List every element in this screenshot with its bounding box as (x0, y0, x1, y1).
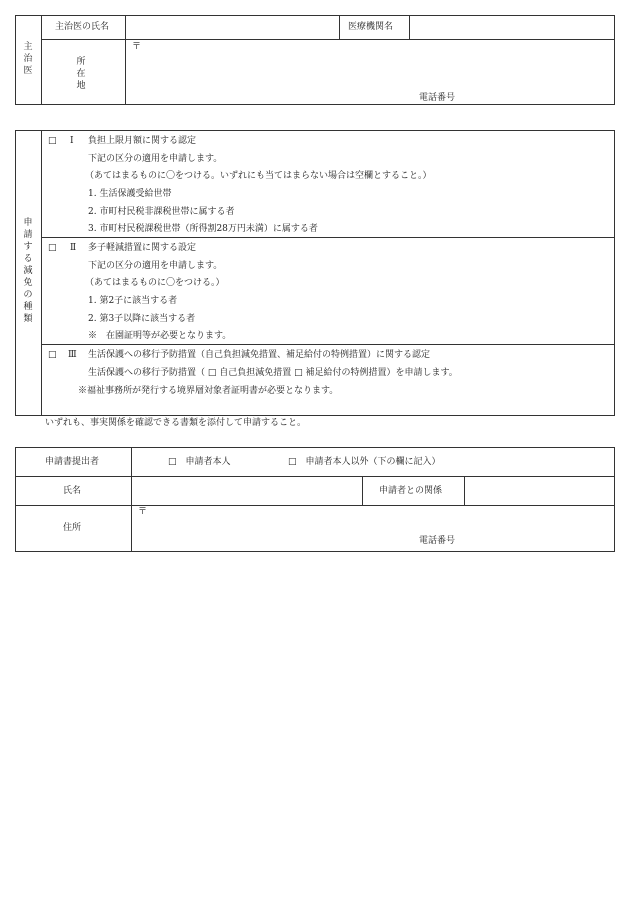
doctor-address-label: 所 在 地 (76, 57, 86, 91)
submitter-table-divider (15, 476, 615, 477)
submitter-label: 申請書提出者 (45, 457, 100, 467)
doctor-table-divider (41, 39, 615, 40)
submitter-table-divider (131, 447, 132, 552)
reduction-table-divider (41, 344, 615, 345)
submitter-address-label: 住所 (63, 523, 82, 533)
reduction-table-divider (41, 130, 42, 416)
doctor-phone-label: 電話番号 (419, 93, 456, 103)
submitter-table-divider (464, 476, 465, 505)
section2-numeral: Ⅱ (70, 243, 77, 253)
doctor-table-divider (409, 15, 410, 39)
section2-line2: （あてはまるものに〇をつける。） (85, 278, 225, 288)
submitter-table-divider (15, 505, 615, 506)
section3-title: 生活保護への移行予防措置（自己負担減免措置、補足給付の特例措置）に関する認定 (88, 350, 431, 360)
doctor-name-label: 主治医の氏名 (55, 22, 110, 32)
section1-item[interactable]: 3. 市町村民税課税世帯（所得割28万円未満）に属する者 (88, 224, 318, 234)
section1-item[interactable]: 2. 市町村民税非課税世帯に属する者 (88, 207, 235, 217)
section1-line2: （あてはまるものに〇をつける。いずれにも当てはまらない場合は空欄とすること。） (85, 171, 432, 181)
institution-field[interactable] (411, 17, 613, 38)
section1-title: 負担上限月額に関する認定 (88, 136, 197, 146)
section2-note: ※ 在園証明等が必要となります。 (88, 331, 232, 341)
section1-checkbox[interactable]: □ (48, 136, 57, 146)
section2-line1: 下記の区分の適用を申請します。 (88, 261, 223, 271)
section3-checkbox[interactable]: □ (48, 350, 57, 360)
doctor-table-divider (339, 15, 340, 39)
section1-numeral: Ⅰ (70, 136, 74, 146)
reduction-table-divider (41, 237, 615, 238)
doctor-table-divider (125, 15, 126, 105)
submitter-name-field[interactable] (133, 478, 361, 504)
submitter-table-divider (362, 476, 363, 505)
section3-note: ※福祉事務所が発行する境界層対象者証明書が必要となります。 (78, 386, 339, 396)
doctor-name-field[interactable] (127, 17, 337, 38)
section2-item[interactable]: 2. 第3子以降に該当する者 (88, 314, 196, 324)
doctor-side-label: 主 治 医 (23, 42, 33, 76)
submitter-name-label: 氏名 (63, 486, 82, 496)
relation-label: 申請者との関係 (379, 486, 443, 496)
relation-field[interactable] (466, 478, 614, 504)
section1-item[interactable]: 1. 生活保護受給世帯 (88, 189, 172, 199)
section2-checkbox[interactable]: □ (48, 243, 57, 253)
section3-line1: 生活保護への移行予防措置（ □ 自己負担減免措置 □ 補足給付の特例措置）を申請します。 (88, 368, 458, 378)
submitter-option-self[interactable]: □ 申請者本人 (168, 457, 231, 467)
section3-numeral: Ⅲ (68, 350, 77, 360)
reduction-footnote: いずれも、事実関係を確認できる書類を添付して申請すること。 (45, 418, 307, 428)
doctor-address-field[interactable] (127, 41, 613, 103)
section2-item[interactable]: 1. 第2子に該当する者 (88, 296, 178, 306)
section2-title: 多子軽減措置に関する設定 (88, 243, 197, 253)
section1-line1: 下記の区分の適用を申請します。 (88, 154, 223, 164)
institution-label: 医療機関名 (348, 22, 394, 32)
submitter-postal-mark: 〒 (138, 507, 148, 517)
submitter-option-other[interactable]: □ 申請者本人以外（下の欄に記入） (288, 457, 441, 467)
doctor-table-divider (41, 15, 42, 105)
submitter-address-field[interactable] (133, 507, 614, 551)
doctor-postal-mark: 〒 (132, 42, 142, 52)
reduction-side-label: 申 請 す る 減 免 の 種 類 (23, 218, 33, 324)
submitter-phone-label: 電話番号 (419, 536, 456, 546)
